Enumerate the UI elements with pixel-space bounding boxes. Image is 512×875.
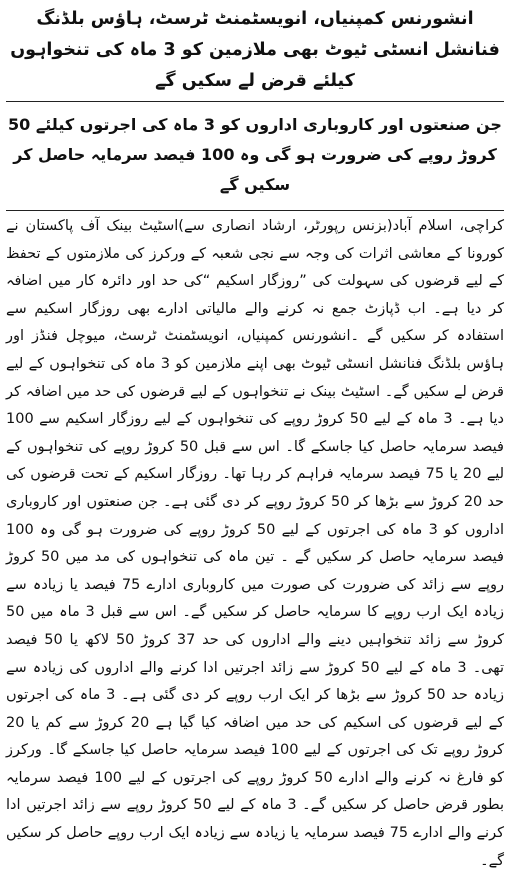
article-body: کراچی، اسلام آباد(بزنس رپورٹر، ارشاد انصاری سے)اسٹیٹ بینک آف پاکستان نے کورونا کے معاشی اثرات کی وجہ سے نجی شعبہ کے ورکرز کی ملازمتوں کے تحفظ کے لیے قرضوں کی سہولت کی ”روزگار اسکیم “کی حد اور دائرہ کار میں اضافہ کر دیا ہے۔ اب ڈپازٹ جمع نہ کرنے والے مالیاتی ادارے بھی روزگار اسکیم سے استفادہ کر سکیں گے ۔انشورنس کمپنیاں، انویسٹمنٹ ٹرسٹ، میوچل فنڈز اور ہاؤس بلڈنگ فنانشل انسٹی ٹیوٹ بھی اپنے ملازمین کو 3 ماہ کی تنخواہوں کے لیے قرض لے سکیں گے۔ اسٹیٹ بینک نے تنخواہوں کے لیے قرضوں کی حد میں اضافہ کر دیا ہے۔ 3 ماہ کے لیے 50 کروڑ روپے کی تنخواہوں کے لیے روزگار اسکیم سے 100 فیصد سرمایہ حاصل کیا جاسکے گا۔ اس سے قبل 50 کروڑ روپے کی تنخواہوں کے لیے 20 یا 75 فیصد سرمایہ فراہم کر رہا تھا۔ روزگار اسکیم کے تحت قرضوں کی حد 20 کروڑ سے بڑھا کر 50 کروڑ روپے کر دی گئی ہے۔ جن صنعتوں اور کاروباری اداروں کو 3 ماہ کی اجرتوں کے لیے 50 کروڑ روپے کی ضرورت ہو گی وہ 100 فیصد سرمایہ حاصل کر سکیں گے ۔ تین ماہ کی تنخواہوں کی مد میں 50 کروڑ روپے سے زائد کی ضرورت کی صورت میں کاروباری ادارے 75 فیصد یا زیادہ سے زیادہ ایک ارب روپے کا سرمایہ حاصل کر سکیں گے۔ اس سے قبل 3 ماہ میں 50 کروڑ سے زائد تنخواہیں دینے والے اداروں کی حد 37 کروڑ 50 لاکھ یا 50 فیصد تھی۔ 3 ماہ کے لیے 50 کروڑ سے زائد اجرتیں ادا کرنے والے اداروں کی زیادہ سے زیادہ حد 50 کروڑ سے بڑھا کر ایک ارب روپے کر دی گئی ہے۔ 3 ماہ کی اجرتوں کے لیے قرضوں کی اسکیم کی حد میں اضافہ کیا گیا ہے 20 کروڑ سے کم یا 20 کروڑ روپے تک کی اجرتوں کے لیے 100 فیصد سرمایہ حاصل کیا جاسکے گا۔ ورکرز کو فارغ نہ کرنے والے ادارے 50 کروڑ روپے کی اجرتوں کے لیے 100 فیصد سرمایہ بطور قرض حاصل کر سکیں گے۔ 3 ماہ کے لیے 50 کروڑ روپے سے زائد اجرتیں ادا کرنے والے ادارے 75 فیصد سرمایہ یا زیادہ سے زیادہ ایک ارب روپے حاصل کر سکیں گے۔ [6,218,505,869]
article-headline: انشورنس کمپنیاں، انویسٹمنٹ ٹرسٹ، ہاؤس بلڈنگ فنانشل انسٹی ٹیوٹ بھی ملازمین کو 3 ماہ کی تنخواہوں کیلئے قرض لے سکیں گے [10,9,500,91]
article-subheadline: جن صنعتوں اور کاروباری اداروں کو 3 ماہ کی اجرتوں کیلئے 50 کروڑ روپے کی ضرورت ہو گی وہ 100 فیصد سرمایہ حاصل کر سکیں گے [8,115,502,194]
